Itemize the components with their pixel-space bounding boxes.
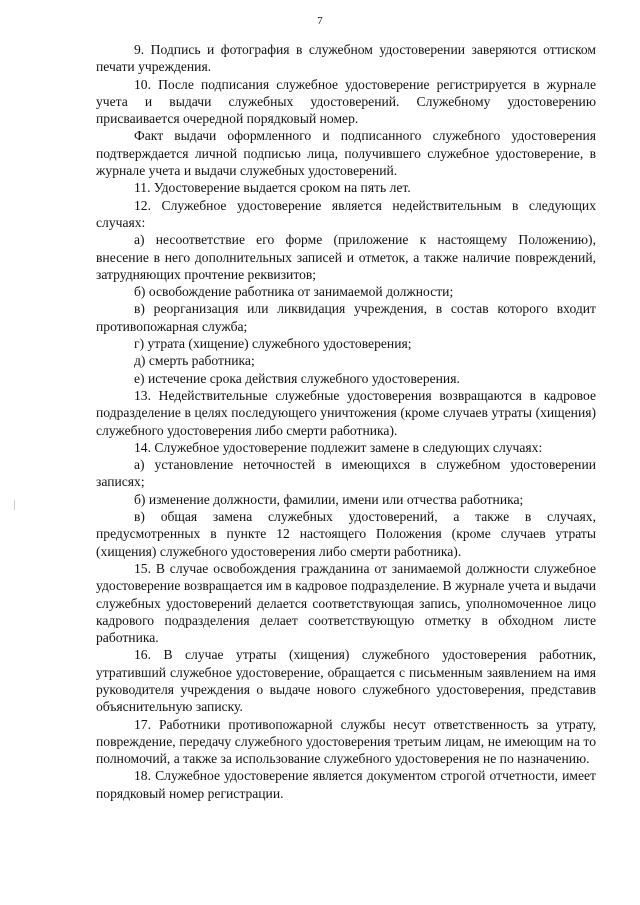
paragraph-14-item-v: в) общая замена служебных удостоверений, а также в случаях, предусмотренных в пункте 12 настоящего Положения (кроме случаев утраты (хищения) служебного удостоверения либо смерти работника). [96, 509, 596, 559]
paragraph-14: 14. Служебное удостоверение подлежит замене в следующих случаях: [134, 439, 543, 455]
document-body [96, 41, 596, 802]
paragraph-12-item-v: в) реорганизация или ликвидация учреждения, в состав которого входит противопожарная служба; [96, 301, 596, 334]
paragraph-12-item-d: д) смерть работника; [134, 353, 255, 369]
paragraph-10: 10. После подписания служебное удостоверение регистрируется в журнале учета и выдачи служебных удостоверений. Служебному удостоверению присваивается очередной порядковый номер. [96, 76, 596, 127]
paragraph-15: 15. В случае освобождения гражданина от занимаемой должности служебное удостоверение возвращается им в кадровое подразделение. В журнале учета и выдачи служебных удостоверений делается соответствующая запись, уполномоченное лицо кадрового подразделения делает соответствующую отметку в обходном листе работника. [96, 560, 596, 646]
scan-margin-mark [14, 500, 15, 510]
paragraph-16: 16. В случае утраты (хищения) служебного удостоверения работник, утративший служебное удостоверение, обращается с письменным заявлением на имя руководителя учреждения о выдаче нового служебного удостоверения, представив объяснительную записку. [96, 647, 596, 715]
paragraph-11: 11. Удостоверение выдается сроком на пять лет. [134, 180, 411, 196]
paragraph-12-item-g: г) утрата (хищение) служебного удостоверения; [134, 336, 412, 352]
paragraph-13: 13. Недействительные служебные удостоверения возвращаются в кадровое подразделение в целях последующего уничтожения (кроме случаев утраты (хищения) служебного удостоверения либо смерти работника). [96, 387, 596, 438]
paragraph-10-issuance-fact: Факт выдачи оформленного и подписанного служебного удостоверения подтверждается личной подписью лица, получившего служебное удостоверение, в журнале учета и выдачи служебных удостоверений. [96, 128, 596, 179]
paragraph-17: 17. Работники противопожарной службы несут ответственность за утрату, повреждение, передачу служебного удостоверения третьим лицам, не имеющим на то полномочий, а также за использование служебного удостоверения не по назначению. [96, 716, 596, 767]
paragraph-14-item-b: б) изменение должности, фамилии, имени или отчества работника; [134, 491, 524, 507]
paragraph-12: 12. Служебное удостоверение является недействительным в следующих случаях: [96, 197, 596, 230]
paragraph-14-item-a: а) установление неточностей в имеющихся в служебном удостоверении записях; [96, 457, 596, 490]
paragraph-12-item-b: б) освобождение работника от занимаемой должности; [134, 284, 454, 300]
cropped-footer-text: ‾‾‾‾‾‾‾‾‾‾‾‾‾‾‾‾‾‾‾‾‾‾‾‾‾‾‾‾‾‾‾‾‾‾‾‾‾‾‾‾‾‾‾‾‾‾‾ [306, 896, 494, 905]
paragraph-12-item-e: е) истечение срока действия служебного удостоверения. [134, 370, 460, 386]
paragraph-12-item-a: а) несоответствие его форме (приложение к настоящему Положению), внесение в него дополнительных записей и отметок, а также наличие повреждений, затрудняющих прочтение реквизитов; [96, 232, 596, 282]
paragraph-18: 18. Служебное удостоверение является документом строгой отчетности, имеет порядковый номер регистрации. [96, 768, 596, 801]
page-number: 7 [317, 15, 323, 27]
paragraph-9: 9. Подпись и фотография в служебном удостоверении заверяются оттиском печати учреждения. [96, 42, 596, 75]
